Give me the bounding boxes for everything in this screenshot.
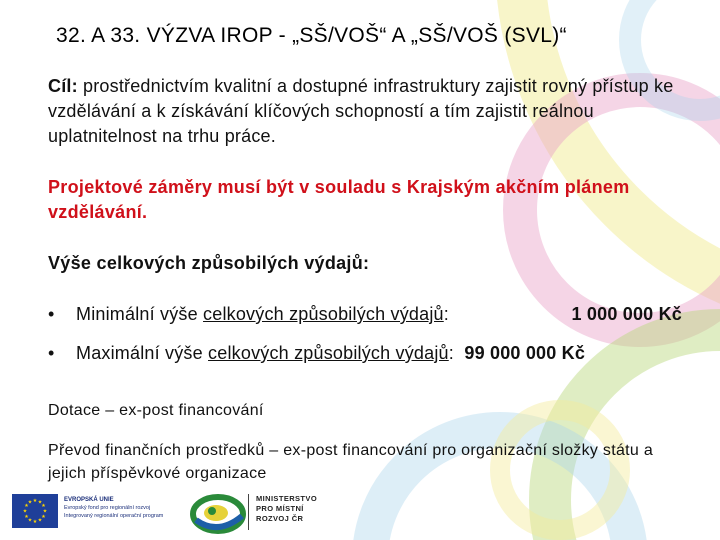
bullet-dot: • [48, 343, 55, 363]
svg-text:★: ★ [27, 499, 33, 506]
bullet-maximum-expenses [48, 343, 698, 364]
ministry-name [256, 494, 317, 524]
ministry-line-1: MINISTERSTVO [256, 494, 318, 503]
svg-text:★: ★ [24, 503, 29, 509]
svg-text:★: ★ [32, 519, 38, 525]
svg-text:★: ★ [22, 508, 28, 515]
svg-text:★: ★ [27, 517, 33, 524]
eu-flag-icon [12, 494, 58, 528]
bullet-prefix: Minimální výše [76, 304, 204, 324]
eu-program-text [64, 496, 184, 520]
goal-paragraph [48, 74, 698, 149]
bullet-prefix: Maximální výše [76, 343, 209, 363]
svg-text:★: ★ [37, 499, 43, 506]
goal-text: prostřednictvím kvalitní a dostupné infrastruktury zajistit rovný přístup ke vzdělávání a k získávání klíčových schopností a tím zajistit reálnou uplatnitelnost na trhu práce. [48, 76, 674, 146]
svg-text:★: ★ [41, 514, 46, 520]
expenses-heading: Výše celkových způsobilých výdajů: [48, 253, 370, 273]
svg-text:★: ★ [37, 517, 43, 524]
svg-text:★: ★ [41, 503, 46, 509]
ministry-line-2: PRO MÍSTNÍ [256, 504, 304, 513]
slide-title: 32. A 33. VÝZVA IROP - „SŠ/VOŠ“ A „SŠ/VOŠ (SVL)“ [56, 24, 567, 47]
eu-fund-line: Evropský fond pro regionální rozvoj [64, 505, 151, 511]
goal-label: Cíl: [48, 76, 78, 96]
svg-text:★: ★ [24, 514, 29, 520]
eu-program-line: Integrovaný regionální operační program [64, 513, 164, 519]
eu-heading: EVROPSKÁ UNIE [64, 497, 114, 503]
ministry-divider [248, 494, 249, 530]
bullet-underlined-term: celkových způsobilých výdajů [203, 304, 444, 324]
bullet-dot: • [48, 304, 55, 324]
footer-logos [0, 486, 720, 540]
subsidy-note: Dotace – ex-post financování [48, 402, 264, 419]
svg-text:★: ★ [32, 498, 38, 504]
bullet-minimum-expenses [48, 304, 698, 325]
ministry-logo-icon [190, 490, 246, 536]
bullet-suffix: : [448, 343, 454, 363]
bullet-underlined-term: celkových způsobilých výdajů [208, 343, 449, 363]
maximum-amount: 99 000 000 Kč [464, 343, 586, 363]
ministry-line-3: ROZVOJ ČR [256, 514, 304, 523]
svg-text:★: ★ [42, 508, 48, 515]
minimum-amount: 1 000 000 Kč [571, 304, 682, 324]
transfer-note: Převod finančních prostředků – ex-post financování pro organizační složky státu a jejich příspěvkové organizace [48, 442, 654, 482]
highlight-statement: Projektové záměry musí být v souladu s Krajským akčním plánem vzdělávání. [48, 177, 630, 222]
bullet-suffix: : [443, 304, 449, 324]
